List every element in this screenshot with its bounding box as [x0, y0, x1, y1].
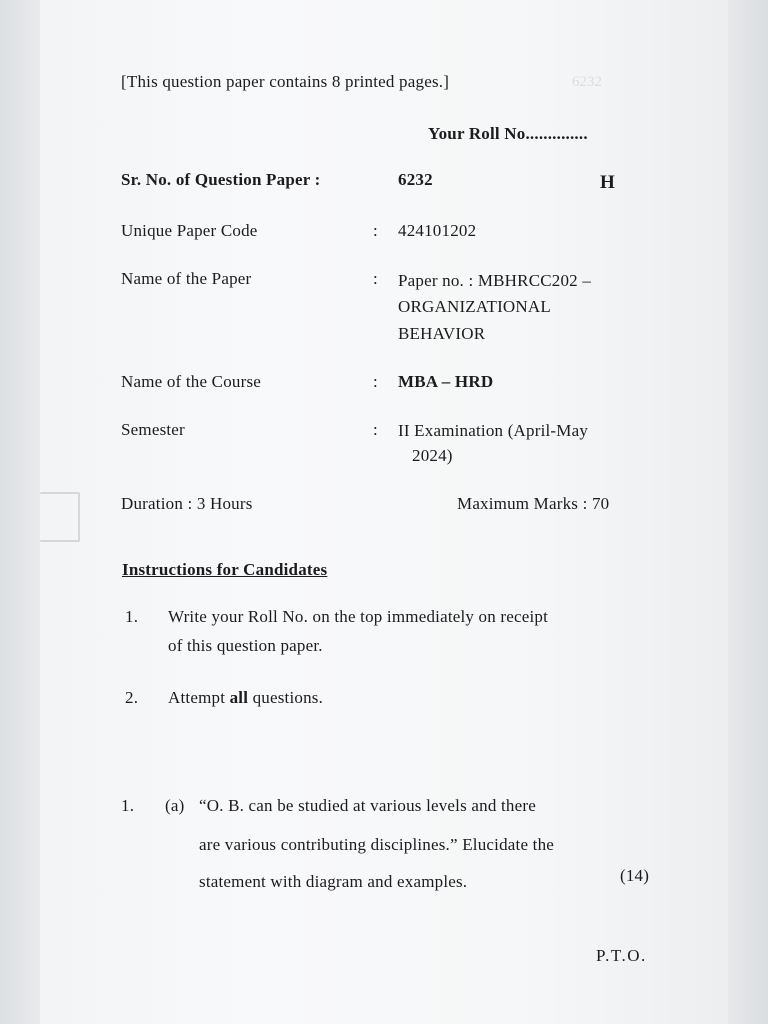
- question-number: 1.: [121, 796, 135, 815]
- instruction-2-number: 2.: [125, 688, 139, 707]
- course-label: Name of the Course: [121, 372, 262, 391]
- question-part: (a): [165, 796, 185, 815]
- page-count-note: [This question paper contains 8 printed pages.]: [121, 72, 450, 91]
- instruction-1-line1: Write your Roll No. on the top immediately on receipt: [168, 607, 549, 626]
- instruction-2-pre: Attempt: [168, 688, 230, 707]
- paper-code-colon: :: [373, 221, 378, 240]
- paper-name-label: Name of the Paper: [121, 269, 252, 288]
- show-through-mark: [40, 492, 80, 542]
- instruction-2-text: [168, 688, 323, 708]
- question-marks: (14): [620, 866, 650, 885]
- roll-number-line: Your Roll No..............: [428, 124, 588, 143]
- paper-name-colon: :: [373, 269, 378, 288]
- semester-colon: :: [373, 420, 378, 439]
- paper-name-line1: Paper no. : MBHRCC202 –: [398, 271, 592, 290]
- semester-line2: 2024): [412, 446, 453, 465]
- instruction-1-number: 1.: [125, 607, 139, 626]
- page-right-edge: [728, 0, 768, 1024]
- page-left-edge: [0, 0, 40, 1024]
- please-turn-over: P.T.O.: [596, 946, 647, 965]
- paper-code-label: Unique Paper Code: [121, 221, 258, 240]
- question-line2: are various contributing disciplines.” Elucidate the: [199, 835, 555, 854]
- instruction-1-line2: of this question paper.: [168, 636, 323, 655]
- maximum-marks: Maximum Marks : 70: [457, 494, 610, 513]
- paper-code-value: 424101202: [398, 221, 477, 240]
- instructions-heading: Instructions for Candidates: [122, 560, 328, 579]
- question-line1: “O. B. can be studied at various levels and there: [199, 796, 536, 815]
- paper-name-line3: BEHAVIOR: [398, 324, 486, 343]
- semester-line1: II Examination (April-May: [398, 421, 589, 440]
- duration: Duration : 3 Hours: [121, 494, 253, 513]
- sr-no-label: Sr. No. of Question Paper :: [121, 170, 321, 189]
- sr-no-value: 6232: [398, 170, 433, 189]
- question-line3: statement with diagram and examples.: [199, 872, 468, 891]
- instruction-2-bold: all: [229, 688, 249, 707]
- show-through-text: 6232: [572, 74, 602, 90]
- set-code: H: [600, 172, 615, 193]
- semester-label: Semester: [121, 420, 185, 439]
- paper-name-line2: ORGANIZATIONAL: [398, 297, 551, 316]
- course-value: MBA – HRD: [398, 372, 494, 391]
- course-colon: :: [373, 372, 378, 391]
- instruction-2-post: questions.: [248, 688, 324, 707]
